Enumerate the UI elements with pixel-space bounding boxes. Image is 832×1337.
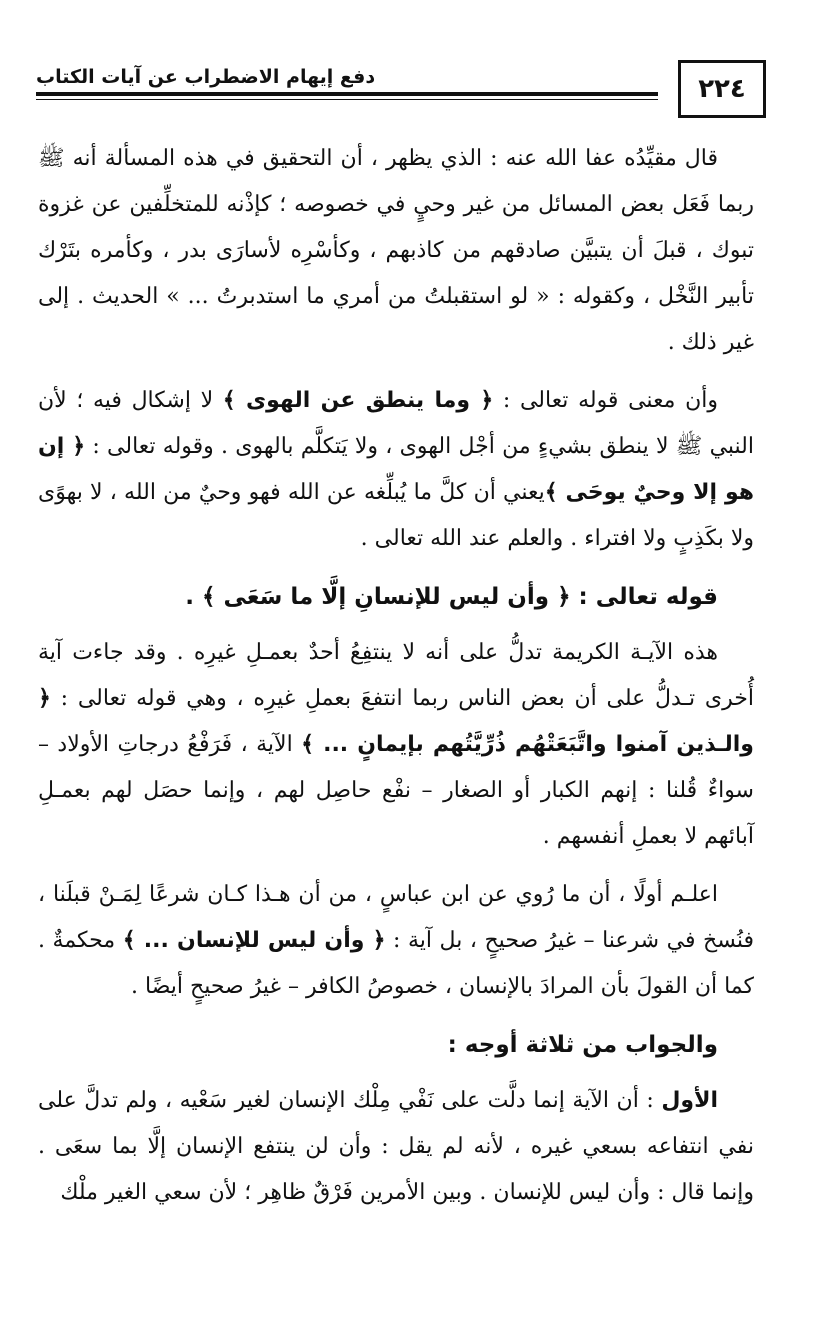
first-point-label: الأول (661, 1088, 718, 1113)
quran-verse-2: ﴿ إن هو إلا وحيٌ يوحَى ﴾ (38, 434, 754, 505)
paragraph-3-start: هذه الآيـة الكريمة تدلُّ على أنه لا ينتفِعُ أحدٌ بعمـلِ غيرِه . وقد جاءت آية أُخرى تـدلُّ على أن بعض الناس ربما انتفعَ بعملِ غيرِه ، وهي قوله تعالى : (38, 640, 754, 711)
paragraph-4 (38, 872, 754, 1010)
section-heading-2: والجواب من ثلاثة أوجه : (447, 1032, 718, 1058)
paragraph-5-text: : أن الآية إنما دلَّت على نَفْي مِلْك الإنسان لغير سَعْيه ، ولم تدلَّ على نفي انتفاعه بسعي غيره ، لأنه لم يقل : وأن لن ينتفع الإنسان إلَّا بما سعَى . وإنما قال : وأن ليس للإنسان . وبين الأمرين فَرْقٌ ظاهِر ؛ لأن سعي الغير ملْك (38, 1088, 754, 1205)
quran-verse-3: ﴿ والـذين آمنوا واتَّبَعَتْهُم ذُرِّيَّتُهم بإيمانٍ ... ﴾ (38, 686, 754, 757)
paragraph-3 (38, 630, 754, 860)
paragraph-2 (38, 378, 754, 562)
header-rule-thin (36, 99, 658, 100)
page-content (38, 136, 754, 1216)
page-number: ٢٢٤ (678, 60, 766, 118)
quran-verse-1: ﴿ وما ينطق عن الهوى ﴾ (222, 388, 494, 413)
paragraph-4-end: محكمةٌ . كما أن القولَ بأن المرادَ بالإنسان ، خصوصُ الكافر – غيرُ صحيحٍ أيضًا . (38, 928, 754, 999)
page-header (36, 60, 766, 122)
book-title: دفع إيهام الاضطراب عن آيات الكتاب (36, 66, 376, 88)
paragraph-4-start: اعلـم أولًا ، أن ما رُوي عن ابن عباسٍ ، من أن هـذا كـان شرعًا لِمَـنْ قبلَنا ، فنُسخ في شرعنا – غيرُ صحيحٍ ، بل آية : (38, 882, 754, 953)
section-heading-1: قوله تعالى : ﴿ وأن ليس للإنسانِ إلَّا ما سَعَى ﴾ . (185, 584, 718, 610)
paragraph-1: قال مقيِّدُه عفا الله عنه : الذي يظهر ، أن التحقيق في هذه المسألة أنه ﷺ ربما فَعَل بعض المسائل من غير وحيٍ في خصوصه ؛ كإذْنه للمتخلِّفين عن غزوة تبوك ، قبلَ أن يتبيَّن صادقهم من كاذبهم ، وكأسْرِه لأسارَى بدر ، وكأمره بتَرْك تأبير النَّخْل ، وكقوله : « لو استقبلتُ من أمري ما استدبرتُ ... » الحديث . إلى غير ذلك . (38, 146, 754, 355)
quran-verse-4: ﴿ وأن ليس للإنسان ... ﴾ (122, 928, 386, 953)
header-rule-thick (36, 92, 658, 96)
paragraph-2-start: وأن معنى قوله تعالى : (493, 388, 718, 413)
paragraph-3-end: الآية ، فَرَفْعُ درجاتِ الأولاد – سواءٌ قُلنا : إنهم الكبار أو الصغار – نفْع حاصِل لهم ، وإنما حصَل لهم بعمـلِ آبائهم لا بعملِ أنفسهم . (38, 732, 754, 849)
paragraph-5 (38, 1078, 754, 1216)
paragraph-2-end: يعني أن كلَّ ما يُبلِّغه عن الله فهو وحيٌ من الله ، لا بهوًى ولا بكَذِبٍ ولا افتراء . والعلم عند الله تعالى . (38, 480, 754, 551)
paragraph-2-mid: لا إشكال فيه ؛ لأن النبي ﷺ لا ينطق بشيءٍ من أجْل الهوى ، ولا يَتكلَّم بالهوى . وقوله تعالى : (38, 388, 754, 459)
